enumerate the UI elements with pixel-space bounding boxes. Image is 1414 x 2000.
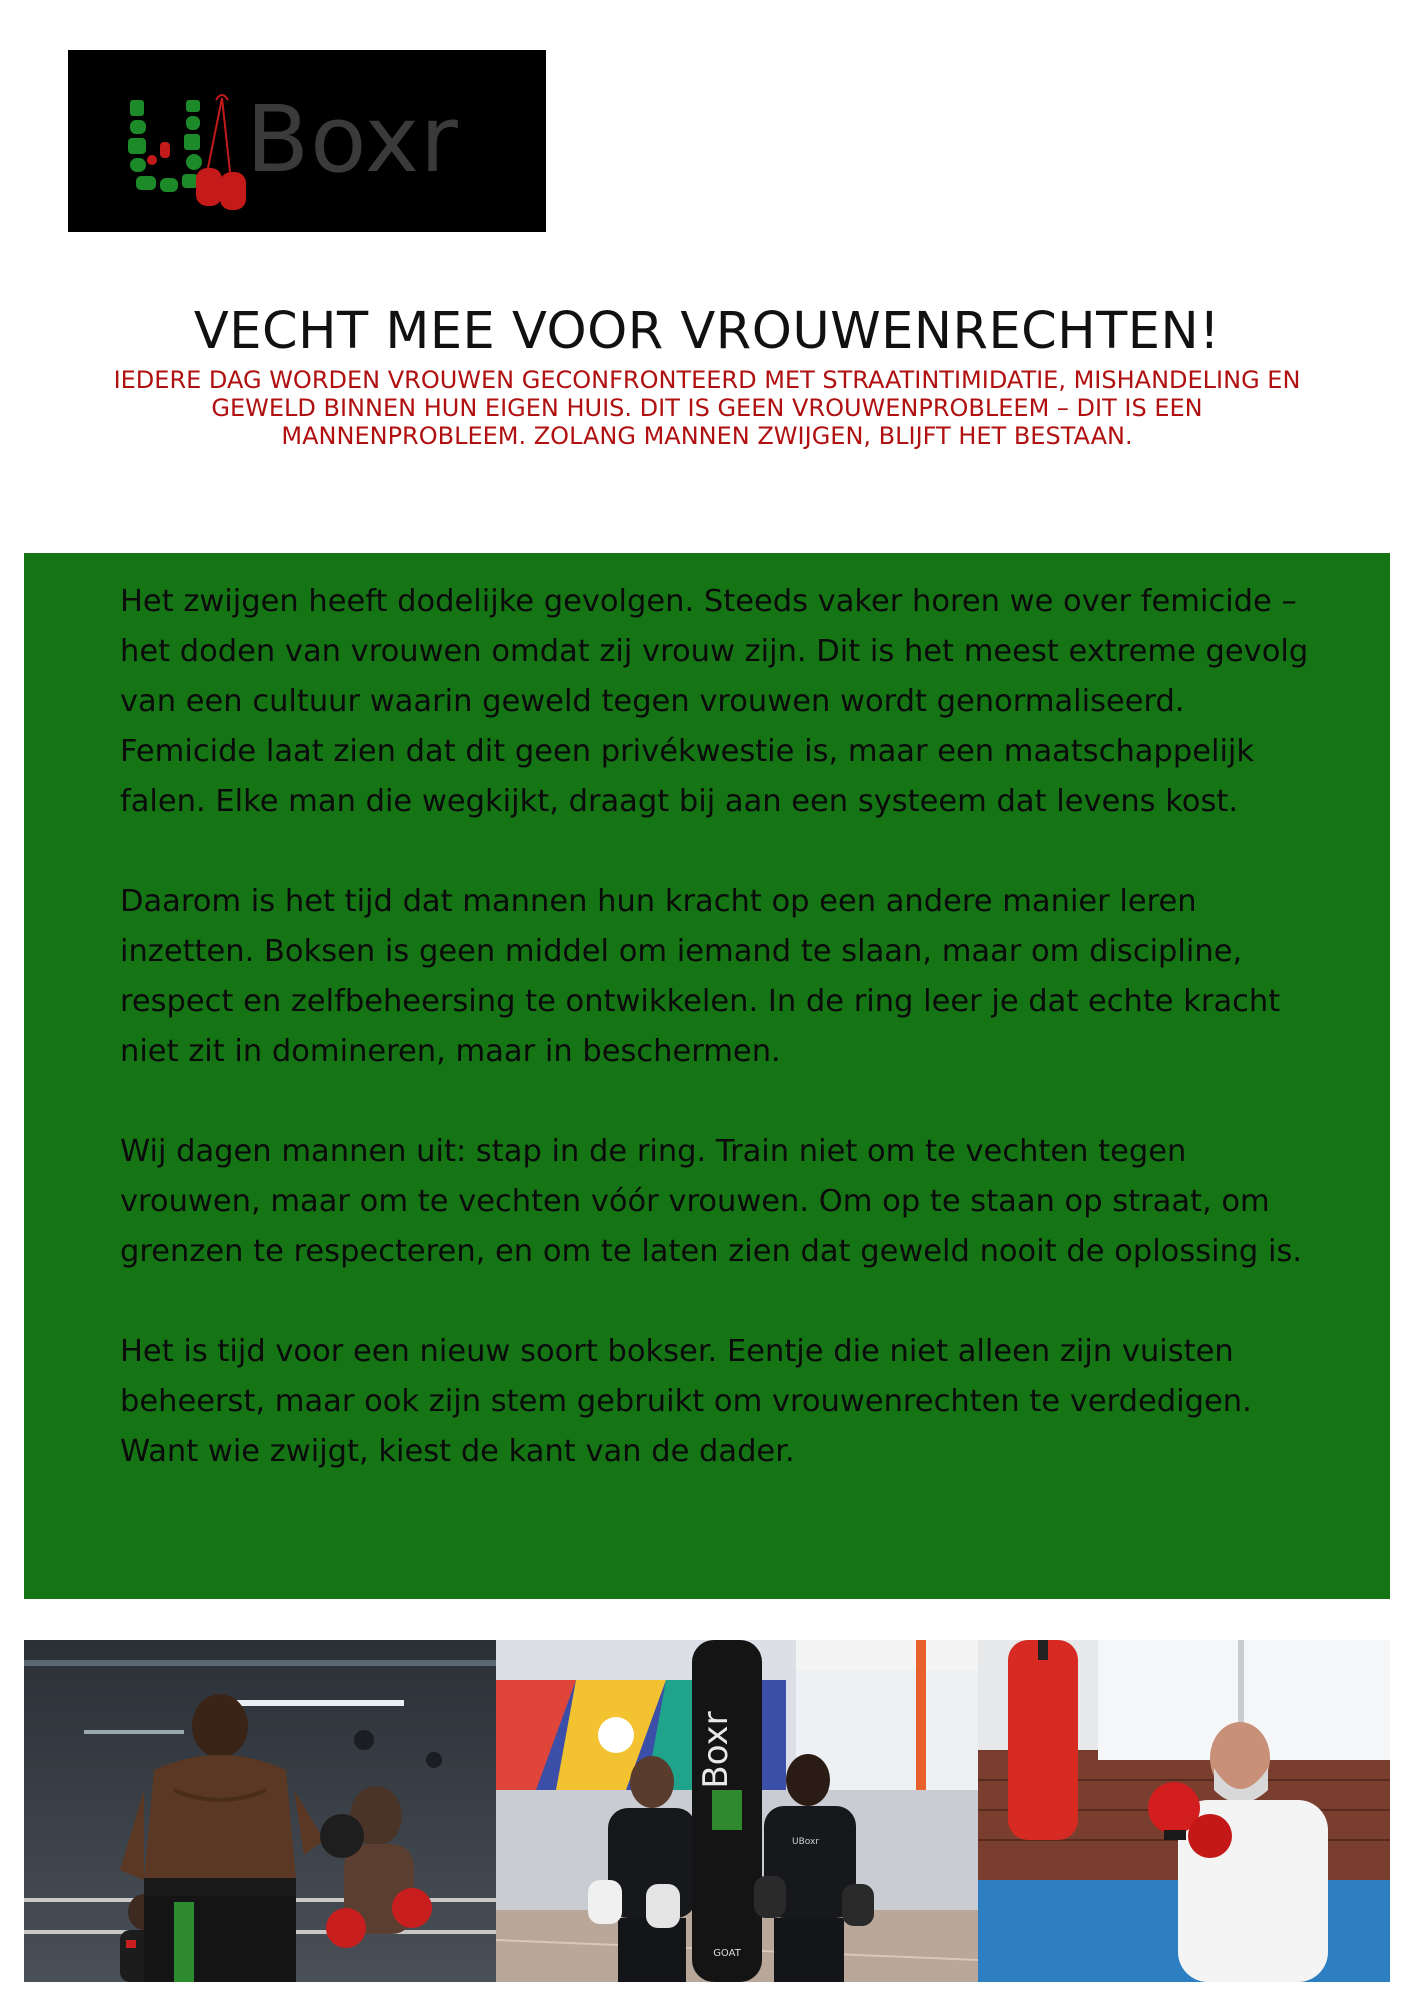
subheadline: IEDERE DAG WORDEN VROUWEN GECONFRONTEERD MET STRAATINTIMIDATIE, MISHANDELING EN GEWELD BINNEN HUN EIGEN HUIS. DIT IS GEEN VROUWENPROBLEEM – DIT IS EEN MANNENPROBLEEM. ZOLANG MANNEN ZWIJGEN, BLIJFT HET BESTAAN. — [113, 366, 1301, 450]
body-paragraph-1: Het zwijgen heeft dodelijke gevolgen. Steeds vaker horen we over femicide – het doden van vrouwen omdat zij vrouw zijn. Dit is het meest extreme gevolg van een cultuur waarin geweld tegen vrouwen wordt genormaliseerd. Femicide laat zien dat dit geen privékwestie is, maar een maatschappelijk falen. Elke man die wegkijkt, draagt bij aan een systeem dat levens kost. — [120, 584, 1309, 819]
body-paragraph-2: Daarom is het tijd dat mannen hun kracht op een andere manier leren inzetten. Boksen is geen middel om iemand te slaan, maar om discipline, respect en zelfbeheersing te ontwikkelen. In de ring leer je dat echte kracht niet zit in domineren, maar in beschermen. — [120, 884, 1281, 1069]
photo-senior-boxer — [978, 1640, 1390, 1982]
logo-wordmark: Boxr — [246, 86, 459, 193]
photo-boxer-ring — [24, 1640, 496, 1982]
body-paragraph-3: Wij dagen mannen uit: stap in de ring. Train niet om te vechten tegen vrouwen, maar om te vechten vóór vrouwen. Om op te staan op straat, om grenzen te respecteren, en om te laten zien dat geweld nooit de oplossing is. — [120, 1134, 1303, 1269]
bag-brand: GOAT — [713, 1948, 741, 1959]
body-paragraph-4: Het is tijd voor een nieuw soort bokser. Eentje die niet alleen zijn vuisten beheerst, maar ook zijn stem gebruikt om vrouwenrechten te verdedigen. Want wie zwijgt, kiest de kant van de dader. — [120, 1334, 1252, 1469]
body-text — [120, 577, 1310, 1527]
page-title: VECHT MEE VOOR VROUWENRECHTEN! — [193, 302, 1221, 361]
logo — [68, 50, 546, 232]
bag-wordmark: Boxr — [696, 1711, 736, 1789]
photo-strip — [24, 1640, 1390, 1982]
photo-trainers-bag — [496, 1640, 978, 1982]
body-panel — [24, 553, 1390, 1599]
hoodie-logo: UBoxr — [792, 1837, 820, 1847]
